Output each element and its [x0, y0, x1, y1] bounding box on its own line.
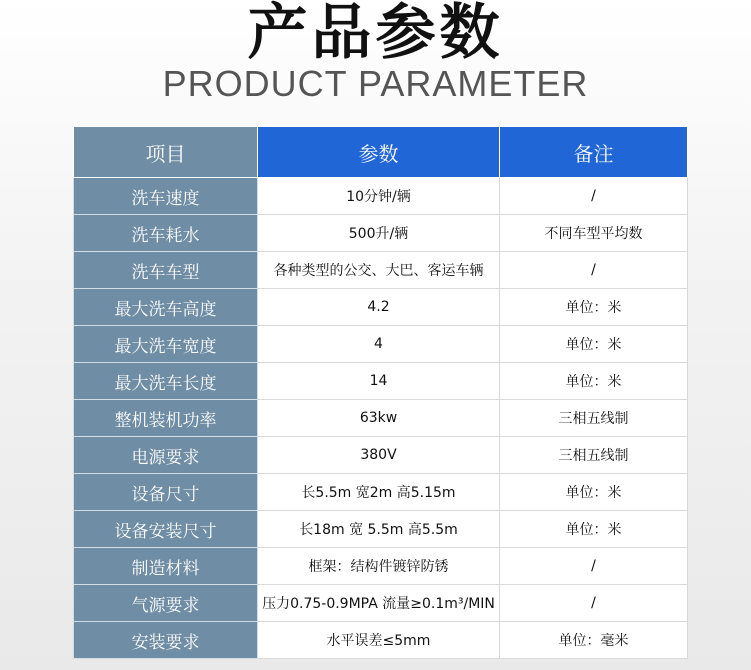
row-note-value: 单位：米: [500, 363, 688, 400]
table-row: [74, 252, 688, 289]
row-note-value: 不同车型平均数: [500, 215, 688, 252]
row-note-value: /: [500, 548, 688, 585]
table-row: [74, 215, 688, 252]
column-header-param: 参数: [258, 127, 500, 178]
row-note-value: /: [500, 585, 688, 622]
row-note-value: 三相五线制: [500, 437, 688, 474]
table-row: [74, 548, 688, 585]
row-note-value: 单位：米: [500, 511, 688, 548]
table-row: [74, 511, 688, 548]
page-title: 产品参数: [247, 0, 504, 68]
table-row: [74, 363, 688, 400]
row-param-value: 4: [258, 326, 500, 363]
row-note-value: 单位：米: [500, 474, 688, 511]
row-param-value: 380V: [258, 437, 500, 474]
row-item-label: 气源要求: [74, 585, 258, 622]
row-note-value: 单位：米: [500, 289, 688, 326]
page-subtitle: PRODUCT PARAMETER: [162, 63, 589, 104]
table-body: [74, 178, 688, 659]
row-note-value: 单位：毫米: [500, 622, 688, 659]
table-row: [74, 326, 688, 363]
row-item-label: 设备尺寸: [74, 474, 258, 511]
table-row: [74, 289, 688, 326]
parameter-table: [73, 126, 688, 659]
table-row: [74, 622, 688, 659]
row-note-value: 三相五线制: [500, 400, 688, 437]
row-note-value: 单位：米: [500, 326, 688, 363]
row-param-value: 长18m 宽 5.5m 高5.5m: [258, 511, 500, 548]
row-param-value: 框架：结构件镀锌防锈: [258, 548, 500, 585]
table-row: [74, 585, 688, 622]
row-item-label: 洗车车型: [74, 252, 258, 289]
table-row: [74, 400, 688, 437]
row-item-label: 最大洗车高度: [74, 289, 258, 326]
row-note-value: /: [500, 252, 688, 289]
row-param-value: 10分钟/辆: [258, 178, 500, 215]
table-row: [74, 437, 688, 474]
row-param-value: 500升/辆: [258, 215, 500, 252]
row-param-value: 14: [258, 363, 500, 400]
row-param-value: 长5.5m 宽2m 高5.15m: [258, 474, 500, 511]
row-item-label: 整机装机功率: [74, 400, 258, 437]
row-item-label: 安装要求: [74, 622, 258, 659]
row-item-label: 最大洗车宽度: [74, 326, 258, 363]
row-item-label: 最大洗车长度: [74, 363, 258, 400]
row-item-label: 洗车速度: [74, 178, 258, 215]
row-param-value: 水平误差≤5mm: [258, 622, 500, 659]
table-row: [74, 474, 688, 511]
column-header-item: 项目: [74, 127, 258, 178]
row-item-label: 洗车耗水: [74, 215, 258, 252]
table-row: [74, 178, 688, 215]
row-param-value: 4.2: [258, 289, 500, 326]
column-header-note: 备注: [500, 127, 688, 178]
row-item-label: 制造材料: [74, 548, 258, 585]
row-item-label: 电源要求: [74, 437, 258, 474]
row-param-value: 压力0.75-0.9MPA 流量≥0.1m³/MIN: [258, 585, 500, 622]
row-param-value: 63kw: [258, 400, 500, 437]
row-note-value: /: [500, 178, 688, 215]
row-param-value: 各种类型的公交、大巴、客运车辆: [258, 252, 500, 289]
table-header-row: [74, 127, 688, 178]
row-item-label: 设备安装尺寸: [74, 511, 258, 548]
